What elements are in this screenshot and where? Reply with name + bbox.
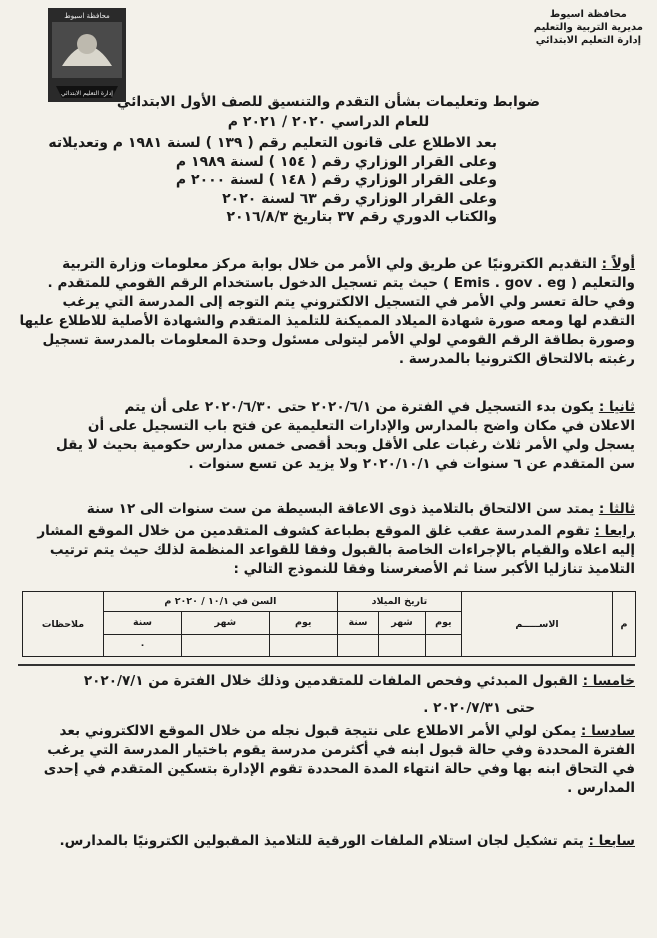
title-line-1: ضوابط وتعليمات بشأن التقدم والتنسيق للصف الأول الابتدائي: [116, 94, 541, 110]
applicants-table: [22, 591, 636, 657]
section-second: [18, 398, 635, 474]
section-line: وفي حالة تعسر ولي الأمر في التسجيل الالكتروني يتم التوجه إلى المدرسة التي يرغب: [62, 294, 635, 310]
section-fourth: [18, 522, 635, 579]
table-sub-day: يوم: [425, 612, 461, 634]
section-line: التلاميذ تنازليا الأكبر سنا ثم الأصغرسنا وفقا للنموذج التالي :: [233, 561, 635, 577]
section-seventh: [18, 832, 635, 851]
reference-line: وعلى القرار الوزاري رقم ( ١٥٤ ) لسنة ١٩٨٩ م: [175, 153, 497, 170]
table-header-age: السن في ١٠/١ / ٢٠٢٠ م: [104, 592, 338, 612]
section-line: يكون بدء التسجيل في الفترة من ٢٠٢٠/٦/١ حتى ٢٠٢٠/٦/٣٠ على أن يتم: [124, 399, 595, 415]
section-fifth: [18, 672, 635, 718]
table-cell: [379, 634, 426, 656]
section-line: وصورة بطاقة الرقم القومي لولي الأمر ليتولى مسئول وحدة المعلومات بالمدرسة تسجيل: [42, 332, 635, 348]
table-cell: ٠: [104, 634, 182, 656]
header-directorate: مديرية التربية والتعليم: [533, 22, 643, 33]
section-label: سابعا :: [588, 833, 635, 849]
table-sub-month: شهر: [181, 612, 269, 634]
logo-bottom-text: إدارة التعليم الابتدائي: [61, 90, 113, 97]
section-line: يمكن لولي الأمر الاطلاع على نتيجة قبول نجله من خلال الموقع الالكتروني بعد: [59, 723, 577, 739]
divider: [18, 664, 635, 666]
section-line: تقوم المدرسة عقب غلق الموقع بطباعة كشوف المتقدمين من خلال الموقع المشار: [37, 523, 590, 539]
table-cell: [181, 634, 269, 656]
table-header-num: م: [613, 592, 636, 657]
section-label: رابعا :: [594, 523, 635, 539]
table-cell: [269, 634, 337, 656]
section-line: سن المتقدم عن ٦ سنوات في ٢٠٢٠/١٠/١ ولا يزيد عن تسع سنوات .: [188, 456, 635, 472]
section-line: القبول المبدئي وفحص الملفات للمتقدمين وذلك خلال الفترة من ٢٠٢٠/٧/١: [83, 673, 578, 689]
reference-line: وعلى القرار الوزاري رقم ٦٣ لسنة ٢٠٢٠: [222, 190, 497, 207]
section-line: الاعلان في مكان واضح بالمدارس والإدارات التعليمية عن فتح باب التسجيل على أن: [87, 418, 635, 434]
section-line: رغبته بالالتحاق الكترونيا بالمدرسة .: [398, 351, 635, 367]
table-sub-day: يوم: [269, 612, 337, 634]
table-sub-month: شهر: [379, 612, 426, 634]
governorate-logo-icon: [46, 6, 128, 104]
document-title: [0, 92, 657, 132]
section-line: التقدم لها ومعه صورة شهادة الميلاد المميكنة للتلميذ المتقدم والشهادة الأصلية للاطلاع عليها: [19, 313, 635, 329]
table-header-notes: ملاحظات: [23, 592, 104, 657]
section-first: [18, 255, 635, 369]
section-label: أولاً :: [601, 256, 635, 272]
table-cell: [337, 634, 378, 656]
section-label: سادسا :: [580, 723, 635, 739]
reference-line: والكتاب الدوري رقم ٣٧ بتاريخ ٢٠١٦/٨/٣: [226, 209, 497, 225]
table-header-birth: تاريخ الميلاد: [337, 592, 461, 612]
section-line: يمتد سن الالتحاق بالتلاميذ ذوى الاعاقة البسيطة من ست سنوات الى ١٢ سنة: [86, 501, 595, 517]
section-line: حتى ٢٠٢٠/٧/٣١ .: [423, 700, 535, 716]
reference-line: بعد الاطلاع على قانون التعليم رقم ( ١٣٩ ) لسنة ١٩٨١ م وتعديلاته: [48, 135, 497, 151]
reference-line: وعلى القرار الوزاري رقم ( ١٤٨ ) لسنة ٢٠٠٠ م: [175, 172, 497, 188]
table-sub-year: سنة: [104, 612, 182, 634]
legal-references: [48, 134, 497, 227]
section-line: إليه اعلاه والقيام بالإجراءات الخاصة بالقبول وفقا للقواعد المنظمة لذلك حيث يتم ترتيب: [49, 542, 635, 558]
table-sub-year: سنة: [337, 612, 378, 634]
section-sixth: [18, 722, 635, 798]
section-line: يسجل ولي الأمر ثلاث رغبات على الأقل وبحد أقصى خمس مدارس حكومية بحيث لا يقل: [56, 437, 635, 453]
section-line: الفترة المحددة وفي حالة قبول ابنه في أكثرمن مدرسة يقوم باختيار المدرسة التي يرغب: [47, 742, 635, 758]
section-label: ثالثا :: [598, 501, 635, 517]
title-line-2: للعام الدراسي ٢٠٢٠ / ٢٠٢١ م: [227, 114, 430, 130]
table-header-name: الاســـــم: [462, 592, 613, 657]
header-department: إدارة التعليم الابتدائي: [535, 35, 642, 46]
header-governorate: محافظة اسيوط: [549, 9, 627, 20]
table-cell: [425, 634, 461, 656]
section-third: [18, 500, 635, 519]
section-label: خامسا :: [582, 673, 635, 689]
section-line: يتم تشكيل لجان استلام الملفات الورقية للتلاميذ المقبولين الكترونيًا بالمدارس.: [59, 833, 584, 849]
section-line: التقديم الكترونيًا عن طريق ولي الأمر من خلال بوابة مركز معلومات وزارة التربية: [62, 256, 597, 272]
section-line: المدارس .: [567, 780, 635, 796]
section-label: ثانيا :: [598, 399, 635, 415]
section-line: والتعليم ( Emis . gov . eg ) حيث يتم تسجيل الدخول باستخدام الرقم القومي للمتقدم .: [47, 275, 635, 291]
section-line: في التحاق ابنه بها وفي حالة انتهاء المدة المحددة تقوم الإدارة بتسكين المتقدم في إحدى: [43, 761, 635, 777]
logo-top-text: محافظة اسيوط: [64, 12, 110, 20]
issuer-header: [534, 8, 643, 47]
